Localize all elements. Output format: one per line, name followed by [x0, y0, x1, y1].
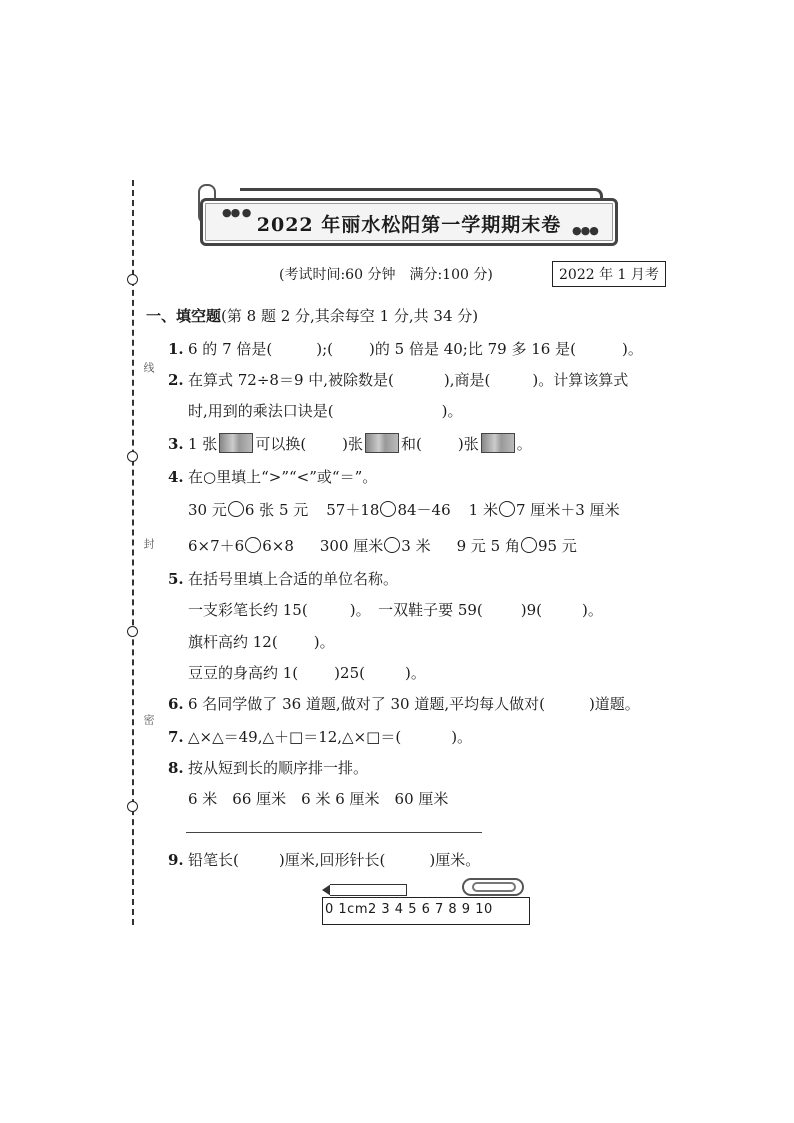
question-4 — [168, 466, 377, 487]
compare-circle[interactable] — [521, 537, 537, 553]
question-text: )张 — [342, 435, 364, 453]
compare-left: 30 元 — [188, 501, 227, 519]
dots-decoration: ●●● — [572, 224, 598, 237]
question-text: )的 5 倍是 40;比 79 多 16 是( — [369, 340, 576, 358]
question-text: );( — [316, 340, 334, 358]
compare-circle[interactable] — [245, 537, 261, 553]
question-text: )厘米。 — [429, 851, 481, 869]
dots-decoration: ●● ● — [222, 206, 251, 219]
compare-left: 9 元 5 角 — [456, 537, 520, 555]
compare-left: 300 厘米 — [319, 537, 384, 555]
question-text: 在括号里填上合适的单位名称。 — [188, 570, 399, 588]
binding-hole — [127, 801, 138, 812]
question-text: )。 — [621, 340, 643, 358]
question-3 — [168, 433, 532, 454]
binding-dashed-line — [132, 180, 134, 925]
binding-hole — [127, 626, 138, 637]
question-text: △×△＝49,△＋□＝12,△×□＝( — [188, 728, 402, 746]
question-text: ),商是( — [443, 371, 491, 389]
question-text: )。 — [404, 664, 426, 682]
question-text: 和( — [401, 435, 422, 453]
question-text: )。 — [582, 601, 603, 619]
binding-char: 密 — [142, 714, 155, 725]
compare-circle[interactable] — [380, 501, 396, 517]
question-text: 按从短到长的顺序排一排。 — [188, 759, 369, 777]
question-number: 6. — [168, 695, 184, 713]
question-text: 在算式 72÷8＝9 中,被除数是( — [188, 371, 394, 389]
section-note: (第 8 题 2 分,其余每空 1 分,共 34 分) — [221, 307, 479, 325]
question-9 — [168, 849, 480, 870]
question-number: 8. — [168, 759, 184, 777]
question-2 — [168, 369, 628, 390]
question-text: )。 — [441, 402, 463, 420]
question-number: 5. — [168, 570, 184, 588]
question-text: 6 名同学做了 36 道题,做对了 30 道题,平均每人做对( — [188, 695, 545, 713]
question-number: 7. — [168, 728, 184, 746]
question-1 — [168, 338, 643, 359]
question-text: 1 张 — [188, 435, 218, 453]
compare-circle[interactable] — [228, 501, 244, 517]
question-6 — [168, 693, 640, 714]
question-number: 1. — [168, 340, 184, 358]
question-number: 9. — [168, 851, 184, 869]
question-text: )。计算该算式 — [532, 371, 629, 389]
question-text: 6 的 7 倍是( — [188, 340, 273, 358]
question-number: 4. — [168, 468, 184, 486]
question-text: )。 — [313, 633, 335, 651]
question-text: 可以换( — [255, 435, 307, 453]
question-number: 3. — [168, 435, 184, 453]
compare-left: 57＋18 — [326, 501, 380, 519]
question-7 — [168, 726, 472, 747]
binding-hole — [127, 451, 138, 462]
compare-right: 3 米 — [401, 537, 431, 555]
section-title: 一、填空题 — [146, 307, 222, 325]
question-2-line2 — [188, 400, 462, 421]
question-text: 时,用到的乘法口诀是( — [188, 402, 334, 420]
question-text: 一支彩笔长约 15( — [188, 601, 308, 619]
compare-right: 6×8 — [262, 537, 294, 555]
question-text: 铅笔长( — [188, 851, 239, 869]
question-text: )。 一双鞋子要 59( — [349, 601, 483, 619]
page-title: 2022 年丽水松阳第一学期期末卷 — [256, 214, 562, 236]
title-banner — [200, 198, 618, 246]
compare-right: 7 厘米＋3 厘米 — [515, 501, 620, 519]
section-heading — [146, 305, 478, 326]
compare-left: 1 米 — [468, 501, 498, 519]
question-text: 。 — [516, 435, 532, 453]
question-text: 在○里填上“>”“<”或“＝”。 — [188, 468, 378, 486]
question-text: )。 — [451, 728, 473, 746]
compare-circle[interactable] — [499, 501, 515, 517]
binding-char: 线 — [142, 362, 155, 373]
question-5-line3 — [188, 662, 426, 683]
question-text: )厘米,回形针长( — [278, 851, 386, 869]
question-text: 旗杆高约 12( — [188, 633, 278, 651]
question-text: )道题。 — [588, 695, 640, 713]
question-5 — [168, 568, 398, 589]
compare-right: 84－46 — [397, 501, 451, 519]
question-8 — [168, 757, 368, 778]
binding-hole — [127, 274, 138, 285]
question-8-items: 6 米 66 厘米 6 米 6 厘米 60 厘米 — [188, 790, 449, 808]
exam-date-badge: 2022 年 1 月考 — [552, 261, 666, 287]
binding-char: 封 — [142, 538, 155, 549]
question-text: 豆豆的身高约 1( — [188, 664, 299, 682]
question-text: )张 — [457, 435, 479, 453]
exam-info: (考试时间:60 分钟 满分:100 分) — [279, 267, 493, 283]
compare-row-1 — [188, 499, 620, 520]
banknote-image — [219, 433, 253, 453]
answer-line[interactable] — [186, 832, 482, 833]
compare-right: 95 元 — [537, 537, 577, 555]
question-text: )9( — [520, 601, 543, 619]
pencil-icon — [330, 884, 407, 896]
question-5-line1 — [188, 599, 603, 620]
banknote-image — [481, 433, 515, 453]
banknote-image — [365, 433, 399, 453]
compare-circle[interactable] — [384, 537, 400, 553]
question-number: 2. — [168, 371, 184, 389]
question-5-line2 — [188, 631, 335, 652]
compare-right: 6 张 5 元 — [244, 501, 309, 519]
paperclip-inner-loop — [472, 882, 516, 892]
compare-row-2 — [188, 535, 577, 556]
ruler-labels: 0 1cm2 3 4 5 6 7 8 9 10 — [325, 902, 493, 917]
compare-left: 6×7＋6 — [188, 537, 245, 555]
question-text: )25( — [334, 664, 365, 682]
